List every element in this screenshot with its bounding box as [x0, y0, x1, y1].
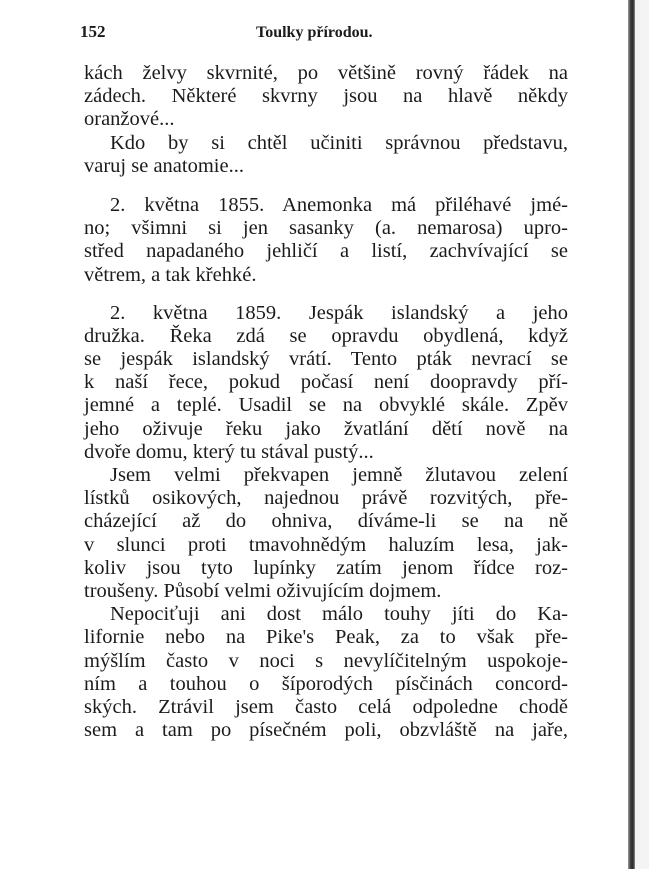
book-spine-edge	[628, 0, 635, 869]
text-line: oranžové...	[84, 108, 175, 131]
page-edge-margin	[635, 0, 649, 869]
text-line: koliv jsou tyto lupínky zatím jenom řídce roz-	[84, 556, 568, 579]
text-line: jeho oživuje řeku jako žvatlání dětí nově na	[84, 417, 568, 440]
text-line: Kdo by si chtěl učiniti správnou představu,	[110, 131, 568, 154]
text-line: troušeny. Působí velmi oživujícím dojmem.	[84, 579, 442, 602]
text-line: střed napadaného jehličí a listí, zachvívající se	[84, 240, 568, 263]
text-line: Jsem velmi překvapen jemně žlutavou zelení	[110, 464, 568, 486]
page-number: 152	[80, 22, 106, 41]
text-line: se jespák islandský vrátí. Tento pták nevrací se	[84, 348, 568, 371]
text-line: varuj se anatomie...	[84, 154, 244, 177]
text-line: v slunci proti tmavohnědým haluzím lesa, jak-	[84, 533, 568, 556]
page-body	[84, 62, 568, 742]
text-line: zádech. Některé skvrny jsou na hlavě někdy	[84, 85, 568, 108]
text-line: družka. Řeka zdá se opravdu obydlená, když	[84, 324, 568, 347]
text-line: lístků osikových, najednou právě rozvitých, pře-	[84, 487, 568, 510]
text-line: 2. května 1859. Jespák islandský a jeho	[110, 301, 568, 324]
paragraph-gap	[84, 178, 568, 194]
text-line: větrem, a tak křehké.	[84, 263, 257, 286]
text-line: cházející až do ohniva, díváme-li se na ně	[84, 510, 568, 533]
text-line: ním a touhou o šíporodých písčinách concord-	[84, 672, 568, 695]
text-line: lifornie nebo na Pike's Peak, za to však pře-	[84, 626, 568, 649]
text-line: mýšlím často v noci s nevylíčitelným uspokoje-	[84, 649, 568, 672]
text-line: dvoře domu, který tu stával pustý...	[84, 440, 374, 463]
text-line: jemné a teplé. Usadil se na obvyklé skále. Zpěv	[84, 394, 568, 417]
text-line: Nepociťuji ani dost málo touhy jíti do Ka-	[110, 603, 568, 626]
running-title: Toulky přírodou.	[256, 24, 373, 41]
text-line: sem a tam po písečném poli, obzvláště na jaře,	[84, 719, 568, 742]
text-line: k naší řece, pokud počasí není doopravdy pří-	[84, 371, 568, 394]
text-line: no; všimni si jen sasanky (a. nemarosa) upro-	[84, 217, 568, 240]
text-line: ských. Ztrávil jsem často celá odpoledne chodě	[84, 695, 568, 718]
text-line: 2. května 1855. Anemonka má přiléhavé jmé-	[110, 193, 568, 216]
paragraph-gap	[84, 287, 568, 302]
text-line: kách želvy skvrnité, po většině rovný řádek na	[84, 62, 568, 84]
page-header	[80, 22, 570, 48]
